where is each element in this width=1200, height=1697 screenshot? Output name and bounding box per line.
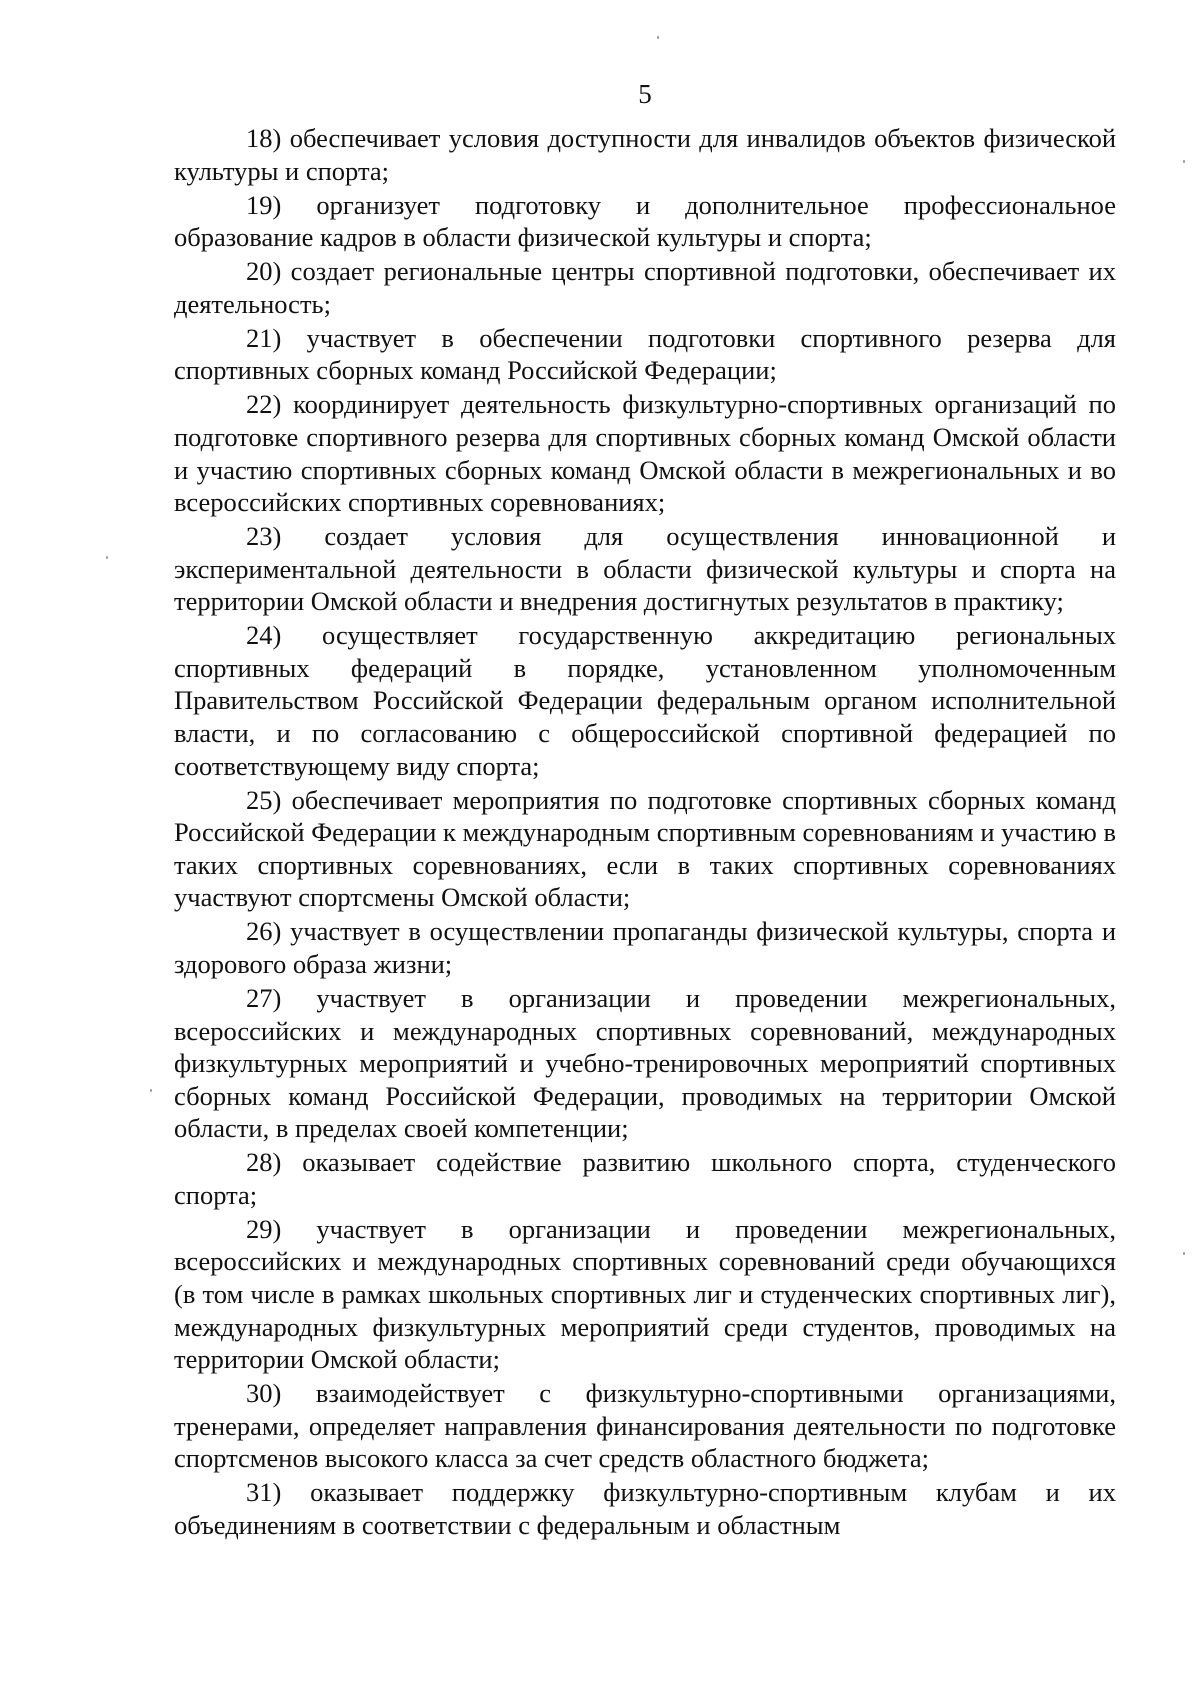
list-item: 22) координирует деятельность физкультурно-спортивных организаций по подготовке спортивного резерва для спортивных сборных команд Омской области и участию спортивных сборных команд Омской области в межрегиональных и во всероссийских спортивных соревнованиях; bbox=[174, 389, 1116, 518]
scan-speck bbox=[657, 36, 659, 39]
list-item: 20) создает региональные центры спортивной подготовки, обеспечивает их деятельность; bbox=[174, 256, 1116, 319]
scan-speck bbox=[1183, 160, 1185, 163]
document-body bbox=[174, 122, 1116, 1543]
list-item: 19) организует подготовку и дополнительное профессиональное образование кадров в области физической культуры и спорта; bbox=[174, 189, 1116, 253]
scan-speck bbox=[150, 1089, 152, 1092]
list-item: 24) осуществляет государственную аккредитацию региональных спортивных федераций в порядке, установленном уполномоченным Правительством Российской Федерации федеральным органом исполнительной власти, и по согласованию с общероссийской спортивной федерацией по соответствующему виду спорта; bbox=[174, 620, 1116, 781]
scan-speck bbox=[1183, 1252, 1185, 1255]
scan-speck bbox=[106, 556, 108, 559]
list-item: 26) участвует в осуществлении пропаганды физической культуры, спорта и здорового образа жизни; bbox=[174, 916, 1116, 979]
list-item: 28) оказывает содействие развитию школьного спорта, студенческого спорта; bbox=[174, 1147, 1116, 1210]
list-item: 31) оказывает поддержку физкультурно-спортивным клубам и их объединениям в соответствии с федеральным и областным bbox=[174, 1477, 1116, 1541]
list-item: 27) участвует в организации и проведении межрегиональных, всероссийских и международных спортивных соревнований, международных физкультурных мероприятий и учебно-тренировочных мероприятий спортивных сборных команд Российской Федерации, проводимых на территории Омской области, в пределах своей компетенции; bbox=[174, 982, 1116, 1144]
list-item: 21) участвует в обеспечении подготовки спортивного резерва для спортивных сборных команд Российской Федерации; bbox=[174, 322, 1116, 386]
list-item: 25) обеспечивает мероприятия по подготовке спортивных сборных команд Российской Федерации к международным спортивным соревнованиям и участию в таких спортивных соревнованиях, если в таких спортивных соревнованиях участвуют спортсмены Омской области; bbox=[174, 784, 1116, 913]
page-number: 5 bbox=[638, 79, 652, 109]
list-item: 29) участвует в организации и проведении межрегиональных, всероссийских и международных спортивных соревнований среди обучающихся (в том числе в рамках школьных спортивных лиг и студенческих спортивных лиг), международных физкультурных мероприятий среди студентов, проводимых на территории Омской области; bbox=[174, 1213, 1116, 1375]
list-item: 30) взаимодействует с физкультурно-спортивными организациями, тренерами, определяет направления финансирования деятельности по подготовке спортсменов высокого класса за счет средств областного бюджета; bbox=[174, 1378, 1116, 1474]
list-item: 18) обеспечивает условия доступности для инвалидов объектов физической культуры и спорта; bbox=[174, 123, 1116, 186]
list-item: 23) создает условия для осуществления инновационной и экспериментальной деятельности в области физической культуры и спорта на территории Омской области и внедрения достигнутых результатов в практику; bbox=[174, 521, 1116, 617]
